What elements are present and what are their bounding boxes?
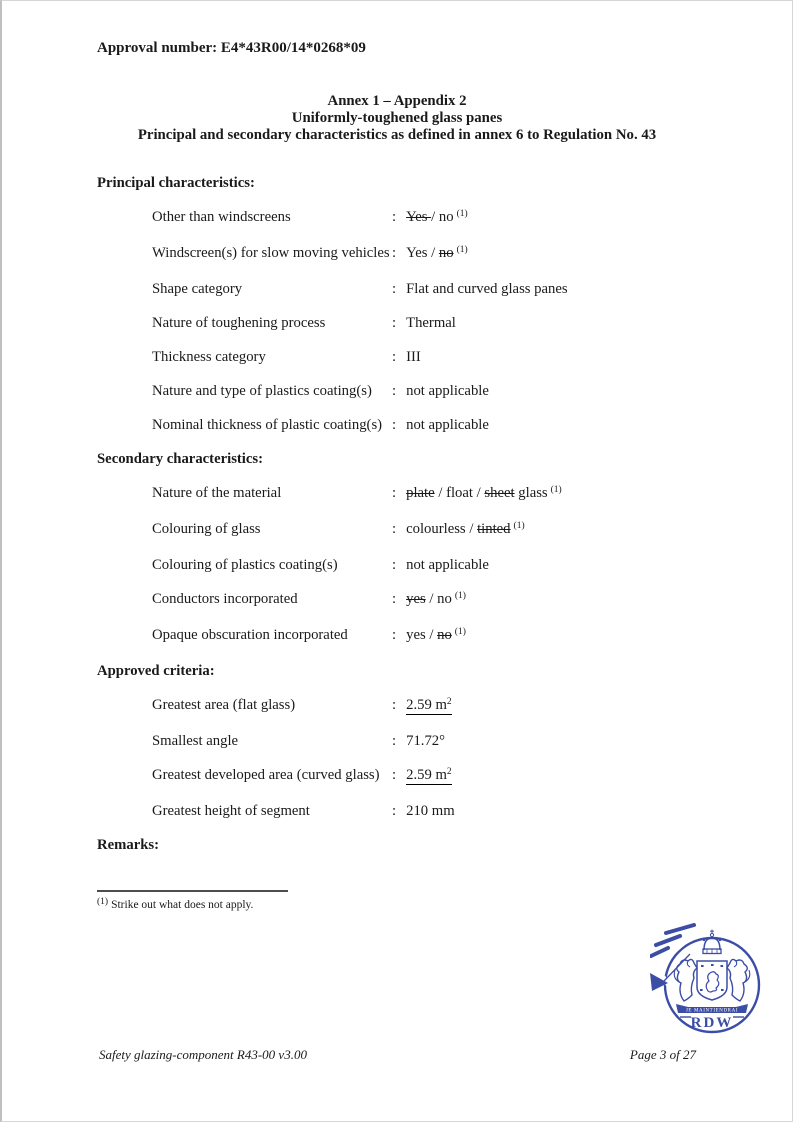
characteristic-row	[97, 485, 717, 504]
title-line-3: Principal and secondary characteristics as defined in annex 6 to Regulation No. 43	[137, 127, 657, 143]
characteristic-row	[97, 417, 717, 434]
colon-separator: :	[392, 281, 397, 297]
characteristic-value	[406, 803, 717, 820]
value-part: 210 mm	[406, 803, 455, 819]
value-part: Thermal	[406, 315, 456, 331]
characteristic-label: Colouring of glass	[152, 521, 261, 537]
characteristic-row	[97, 697, 717, 716]
colon-separator: :	[392, 245, 397, 261]
characteristic-label: Colouring of plastics coating(s)	[152, 557, 338, 573]
colon-separator: :	[392, 557, 397, 573]
characteristic-row	[97, 349, 717, 366]
characteristic-row	[97, 627, 717, 646]
characteristic-label: Thickness category	[152, 349, 266, 365]
colon-separator: :	[392, 627, 397, 643]
lion-right-icon	[727, 959, 750, 1001]
value-part: no	[438, 245, 454, 261]
colon-separator: :	[392, 349, 397, 365]
characteristic-label: Greatest area (flat glass)	[152, 697, 296, 713]
footer-page-number: Page 3 of 27	[629, 1047, 696, 1062]
characteristic-label: Shape category	[152, 281, 243, 297]
footnote-reference: (1)	[456, 245, 468, 255]
colon-separator: :	[392, 383, 397, 399]
characteristic-label: Opaque obscuration incorporated	[152, 627, 348, 643]
title-block	[2, 93, 792, 144]
crown-icon	[703, 930, 721, 954]
characteristic-label: Smallest angle	[152, 733, 239, 749]
footnote-marker: (1)	[97, 897, 109, 907]
colon-separator: :	[392, 697, 397, 713]
characteristic-row	[97, 315, 717, 332]
characteristic-row	[97, 733, 717, 750]
rdw-stamp-graphic	[650, 923, 774, 1041]
characteristic-row	[97, 557, 717, 574]
characteristic-value	[406, 383, 717, 400]
characteristic-row	[97, 281, 717, 298]
value-part: 2	[446, 697, 452, 707]
characteristic-label: Conductors incorporated	[152, 591, 298, 607]
characteristic-label: Windscreen(s) for slow moving vehicles	[152, 245, 390, 261]
value-part: plate	[406, 485, 435, 501]
value-part: / no	[425, 591, 452, 607]
characteristic-value	[406, 733, 717, 750]
section-heading: Principal characteristics:	[97, 175, 255, 191]
colon-separator: :	[392, 485, 397, 501]
rdw-text: RDW	[690, 1015, 734, 1031]
value-part: Yes /	[406, 245, 439, 261]
characteristics-content	[97, 175, 717, 871]
characteristic-value	[406, 627, 717, 646]
approval-number-line	[97, 40, 366, 57]
value-part: / float /	[434, 485, 485, 501]
colon-separator: :	[392, 803, 397, 819]
colon-separator: :	[392, 417, 397, 433]
colon-separator: :	[392, 733, 397, 749]
value-part: colourless /	[406, 521, 478, 537]
lion-left-icon	[674, 959, 697, 1001]
pen-strokes	[650, 925, 694, 991]
characteristic-value	[406, 209, 717, 228]
section-heading: Remarks:	[97, 837, 159, 853]
colon-separator: :	[392, 315, 397, 331]
value-part: 71.72°	[406, 733, 446, 749]
footnote-text: Strike out what does not apply.	[111, 899, 254, 911]
characteristic-value	[406, 349, 717, 366]
approval-number-value: E4*43R00/14*0268*09	[220, 40, 366, 56]
rdw-stamp	[650, 923, 774, 1041]
characteristic-label: Nature of the material	[152, 485, 282, 501]
characteristic-row	[97, 521, 717, 540]
approval-number-label: Approval number:	[97, 40, 218, 56]
title-line-1: Annex 1 – Appendix 2	[327, 93, 467, 109]
value-part: yes	[406, 591, 426, 607]
characteristic-label: Greatest height of segment	[152, 803, 310, 819]
title-line-2: Uniformly-toughened glass panes	[291, 110, 503, 126]
value-part: not applicable	[406, 383, 489, 399]
footnote-reference: (1)	[456, 209, 468, 219]
characteristic-row	[97, 383, 717, 400]
value-part: Flat and curved glass panes	[406, 281, 568, 297]
characteristic-label: Other than windscreens	[152, 209, 291, 225]
value-part: no	[437, 627, 452, 643]
characteristic-row	[97, 209, 717, 228]
characteristic-row	[97, 245, 717, 264]
value-part: Yes	[406, 209, 432, 225]
motto-text: JE MAINTIENDRAI	[685, 1008, 739, 1014]
footnote-reference: (1)	[513, 521, 525, 531]
colon-separator: :	[392, 521, 397, 537]
characteristic-label: Greatest developed area (curved glass)	[152, 767, 380, 783]
value-part: glass	[514, 485, 548, 501]
characteristic-value	[406, 697, 717, 716]
value-part: III	[406, 349, 421, 365]
value-part: 2.59 m	[406, 697, 447, 713]
footnote-rule	[97, 890, 288, 892]
characteristic-label: Nature and type of plastics coating(s)	[152, 383, 372, 399]
footnote-reference: (1)	[550, 485, 562, 495]
footnote-reference: (1)	[454, 627, 466, 637]
value-part: not applicable	[406, 557, 489, 573]
value-part: yes /	[406, 627, 438, 643]
value-part: not applicable	[406, 417, 489, 433]
characteristic-value	[406, 767, 717, 786]
characteristic-value	[406, 281, 717, 298]
colon-separator: :	[392, 767, 397, 783]
characteristic-value	[406, 485, 717, 504]
footnote	[97, 890, 497, 911]
characteristic-label: Nominal thickness of plastic coating(s)	[152, 417, 383, 433]
characteristic-row	[97, 767, 717, 786]
footnote-text-line	[97, 899, 497, 911]
footnote-reference: (1)	[454, 591, 466, 601]
characteristic-label: Nature of toughening process	[152, 315, 326, 331]
shield-icon	[697, 961, 727, 1000]
section-heading: Secondary characteristics:	[97, 451, 264, 467]
value-part: 2.59 m	[406, 767, 447, 783]
value-part: tinted	[477, 521, 511, 537]
value-part: 2	[446, 767, 452, 777]
section-heading: Approved criteria:	[97, 663, 215, 679]
characteristic-row	[97, 803, 717, 820]
characteristic-value	[406, 557, 717, 574]
characteristic-value	[406, 315, 717, 332]
characteristic-value	[406, 521, 717, 540]
characteristic-row	[97, 591, 717, 610]
colon-separator: :	[392, 209, 397, 225]
characteristic-value	[406, 417, 717, 434]
footer-document-name: Safety glazing-component R43-00 v3.00	[99, 1047, 307, 1062]
characteristic-value	[406, 245, 717, 264]
value-part: sheet	[484, 485, 515, 501]
value-part: / no	[431, 209, 454, 225]
colon-separator: :	[392, 591, 397, 607]
characteristic-value	[406, 591, 717, 610]
